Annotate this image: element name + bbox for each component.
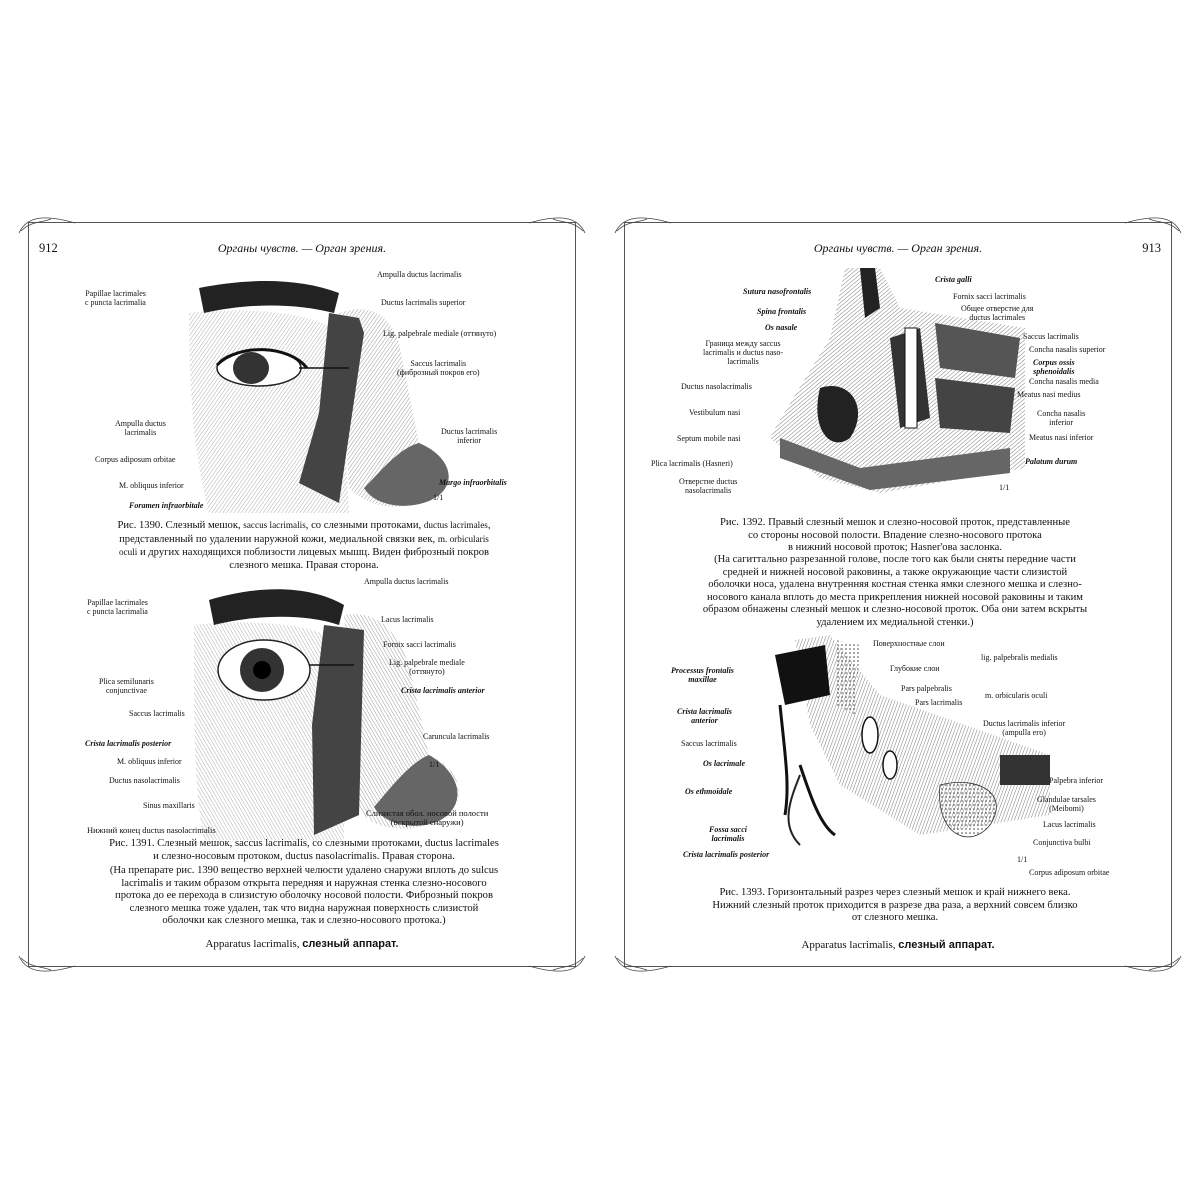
label-crista-galli: Crista galli [935, 275, 972, 284]
page-number: 913 [1142, 241, 1161, 255]
label-caruncula: Caruncula lacrimalis [423, 732, 490, 741]
scale-label: 1/1 [429, 760, 440, 769]
running-head: Органы чувств. — Орган зрения. [813, 241, 983, 255]
footer-title: Apparatus lacrimalis, слезный аппарат. [801, 939, 995, 951]
label-ductus-superior: Ductus lacrimalis superior [381, 298, 466, 307]
label-margo: Margo infraorbitalis [439, 478, 507, 487]
label-corpus-adiposum: Corpus adiposum orbitae [95, 455, 176, 464]
label-spina: Spina frontalis [757, 307, 807, 316]
label-lig-palpebralis: lig. palpebralis medialis [981, 653, 1058, 662]
label-plica: Plica lacrimalis (Hasneri) [651, 459, 733, 468]
label-meatus-medius: Meatus nasi medius [1017, 390, 1081, 399]
corner-flourish-icon [613, 954, 673, 976]
label-otverstie: Отверстие ductus nasolacrimalis [679, 477, 738, 495]
caption-fig-1393: Рис. 1393. Горизонтальный разрез через слезный мешок и край нижнего века. Нижний слезный проток приходится в разрезе два раза, а верхний совсем близко от слезного мешка. [712, 887, 1078, 923]
label-os-lacrimale: Os lacrimale [703, 759, 745, 768]
right-page [624, 222, 1172, 967]
label-fornix: Fornix sacci lacrimalis [953, 292, 1026, 301]
label-ductus-nasolacrimalis: Ductus nasolacrimalis [109, 776, 180, 785]
label-ampulla: Ampulla ductus lacrimalis [364, 577, 449, 586]
label-papillae: Papillae lacrimales с puncta lacrimalia [87, 598, 148, 616]
label-granitsa: Граница между saccus lacrimalis и ductus naso- lacrimalis [703, 339, 784, 366]
corner-flourish-icon [527, 954, 587, 976]
label-processus-frontalis: Processus frontalis maxillae [671, 666, 734, 684]
label-saccus: Saccus lacrimalis [1023, 332, 1079, 341]
label-foramen: Foramen infraorbitale [129, 501, 204, 510]
page-number: 912 [39, 241, 58, 255]
caption-fig-1391-note: (На препарате рис. 1390 вещество верхней челюсти удалено снаружи вплоть до sulcus lacrimalis и таким образом открыта передняя и наружная стенка слезно-носового протока до ее перехода в слизистую оболочку носовой полости. Фиброзный покров слезного мешка тоже удален, так что видна наружная поверхность слизистой оболочки как слезного мешка, так и слезно-носового протока.) [109, 865, 499, 926]
label-palpebra-inferior: Palpebra inferior [1049, 776, 1103, 785]
caption-fig-1391: Рис. 1391. Слезный мешок, saccus lacrimalis, со слезными протоками, ductus lacrimales и слезно-носовым протоком, ductus nasolacrimalis. Правая сторона. [109, 838, 499, 862]
label-slizistaya: Слизистая обол. носовой полости (вскрытой снаружи) [366, 808, 489, 827]
label-saccus: Saccus lacrimalis [129, 709, 185, 718]
corner-flourish-icon [527, 213, 587, 235]
label-m-orbicularis: m. orbicularis oculi [985, 691, 1048, 700]
label-os-nasale: Os nasale [765, 323, 798, 332]
label-crista-posterior: Crista lacrimalis posterior [683, 850, 770, 859]
label-os-ethmoidale: Os ethmoidale [685, 787, 733, 796]
label-crista-posterior: Crista lacrimalis posterior [85, 739, 172, 748]
scale-label: 1/1 [433, 493, 444, 502]
label-glandulae: Glandulae tarsales (Meibomi) [1037, 795, 1096, 813]
label-pars-palpebralis: Pars palpebralis [901, 684, 952, 693]
label-nizhniy-konets: Нижний конец ductus nasolacrimalis [87, 825, 216, 835]
label-saccus: Saccus lacrimalis (фиброзный покров его) [397, 359, 480, 377]
caption-fig-1392: Рис. 1392. Правый слезный мешок и слезно-носовой проток, представленные со стороны носовой полости. Впадение слезно-носового протока в нижний носовой проток; Hasner'ова заслонка. [720, 517, 1070, 553]
label-obliquus: M. obliquus inferior [119, 481, 184, 490]
caption-fig-1390: Рис. 1390. Слезный мешок, saccus lacrimalis, со слезными протоками, ductus lacrimales, представленный по удалении наружной кожи, медиальной связки век, m. orbicularis oculi и других находящихся поблизости лицевых мышц. Виден фиброзный покров слезного мешка. Правая сторона. [117, 520, 491, 571]
label-lacus: Lacus lacrimalis [1043, 820, 1096, 829]
label-conjunctiva: Conjunctiva bulbi [1033, 838, 1091, 847]
label-papillae: Papillae lacrimales с puncta lacrimalia [85, 289, 146, 307]
page-header [39, 241, 565, 261]
label-ductus-nasolacrimalis: Ductus nasolacrimalis [681, 382, 752, 391]
label-concha-media: Concha nasalis media [1029, 377, 1099, 386]
corner-flourish-icon [17, 954, 77, 976]
label-lacus: Lacus lacrimalis [381, 615, 434, 624]
scale-label: 1/1 [999, 483, 1010, 492]
label-ampulla-top: Ampulla ductus lacrimalis [377, 270, 462, 279]
label-plica: Plica semilunaris conjunctivae [99, 677, 154, 695]
page-header [635, 241, 1161, 261]
label-fossa: Fossa sacci lacrimalis [709, 825, 747, 843]
label-sutura: Sutura nasofrontalis [743, 287, 812, 296]
corner-flourish-icon [613, 213, 673, 235]
label-concha-superior: Concha nasalis superior [1029, 345, 1106, 354]
corner-flourish-icon [17, 213, 77, 235]
label-corpus-adiposum: Corpus adiposum orbitae [1029, 868, 1110, 877]
label-saccus: Saccus lacrimalis [681, 739, 737, 748]
label-lig-palpebrale: Lig. palpebrale mediale (оттянуто) [389, 658, 465, 676]
label-lig-palpebrale: Lig. palpebrale mediale (оттянуто) [383, 329, 497, 338]
label-vestibulum: Vestibulum nasi [689, 408, 741, 417]
corner-flourish-icon [1123, 954, 1183, 976]
label-ampulla-left: Ampulla ductus lacrimalis [115, 419, 166, 437]
label-sinus: Sinus maxillaris [143, 801, 195, 810]
scale-label: 1/1 [1017, 855, 1028, 864]
label-glubokie: Глубокие слои [890, 664, 940, 673]
label-septum: Septum mobile nasi [677, 434, 741, 443]
label-ductus-lacrimalis-inferior: Ductus lacrimalis inferior (ampulla его) [983, 719, 1066, 737]
figure-1392-illustration [760, 268, 1025, 493]
label-obshchee: Общее отверстие для ductus lacrimales [961, 304, 1034, 322]
label-concha-inferior: Concha nasalis inferior [1037, 409, 1086, 427]
left-page [28, 222, 576, 967]
figure-1390-illustration [189, 273, 469, 513]
label-meatus-inferior: Meatus nasi inferior [1029, 433, 1094, 442]
label-pars-lacrimalis: Pars lacrimalis [915, 698, 963, 707]
label-fornix: Fornix sacci lacrimalis [383, 640, 456, 649]
label-palatum: Palatum durum [1025, 457, 1078, 466]
label-crista-anterior: Crista lacrimalis anterior [677, 707, 732, 725]
label-crista-anterior: Crista lacrimalis anterior [401, 686, 485, 695]
running-head: Органы чувств. — Орган зрения. [217, 241, 387, 255]
label-poverkhnostnye: Поверхностные слои [873, 639, 945, 648]
label-obliquus: M. obliquus inferior [117, 757, 182, 766]
corner-flourish-icon [1123, 213, 1183, 235]
footer-title: Apparatus lacrimalis, слезный аппарат. [205, 938, 399, 950]
label-corpus-sphenoidalis: Corpus ossis sphenoidalis [1033, 358, 1075, 376]
figure-1391-illustration [194, 585, 484, 840]
caption-fig-1392-note: (На сагиттально разрезанной голове, после того как были сняты передние части средней и нижней носовой раковины, а также окружающие части слизистой оболочки носа, удалена внутренняя костная стенка ямки слезного мешка и слезно- носового канала вплоть до места прикрепления нижней носовой раковины и таким образом обнажены слезный мешок и слезно-носовой проток. Оба они затем вскрыты удалением их медиальной стенки.) [702, 554, 1088, 628]
label-ductus-inferior: Ductus lacrimalis inferior [441, 427, 498, 445]
